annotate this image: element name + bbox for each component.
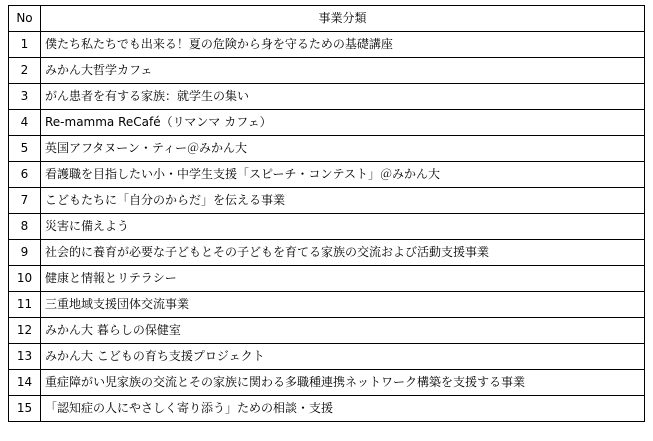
category-cell[interactable]: 重症障がい児家族の交流とその家族に関わる多職種連携ネットワーク構築を支援する事業 bbox=[41, 370, 645, 396]
row-number-cell[interactable]: 2 bbox=[9, 58, 41, 84]
category-cell[interactable]: 看護職を目指したい小・中学生支援「スピーチ・コンテスト」＠みかん大 bbox=[41, 162, 645, 188]
category-cell[interactable]: 三重地域支援団体交流事業 bbox=[41, 292, 645, 318]
table-row bbox=[9, 292, 645, 318]
category-cell[interactable]: 僕たち私たちでも出来る！夏の危険から身を守るための基礎講座 bbox=[41, 32, 645, 58]
spreadsheet-area bbox=[8, 5, 645, 422]
row-number-cell[interactable]: 14 bbox=[9, 370, 41, 396]
category-cell[interactable]: Re-mamma ReCafé（リマンマ カフェ） bbox=[41, 110, 645, 136]
row-number-cell[interactable]: 3 bbox=[9, 84, 41, 110]
category-cell[interactable]: みかん大 こどもの育ち支援プロジェクト bbox=[41, 344, 645, 370]
category-cell[interactable]: みかん大 暮らしの保健室 bbox=[41, 318, 645, 344]
table-row bbox=[9, 266, 645, 292]
row-number-cell[interactable]: 7 bbox=[9, 188, 41, 214]
category-cell[interactable]: こどもたちに「自分のからだ」を伝える事業 bbox=[41, 188, 645, 214]
category-cell[interactable]: 健康と情報とリテラシー bbox=[41, 266, 645, 292]
table-body bbox=[9, 32, 645, 422]
table-row bbox=[9, 58, 645, 84]
row-number-cell[interactable]: 12 bbox=[9, 318, 41, 344]
category-cell[interactable]: 災害に備えよう bbox=[41, 214, 645, 240]
table-row bbox=[9, 370, 645, 396]
table-row bbox=[9, 240, 645, 266]
category-cell[interactable]: 英国アフタヌーン・ティー＠みかん大 bbox=[41, 136, 645, 162]
category-cell[interactable]: みかん大哲学カフェ bbox=[41, 58, 645, 84]
header-row bbox=[9, 6, 645, 32]
table-row bbox=[9, 344, 645, 370]
row-number-cell[interactable]: 15 bbox=[9, 396, 41, 422]
table-row bbox=[9, 110, 645, 136]
table-row bbox=[9, 188, 645, 214]
table-row bbox=[9, 84, 645, 110]
row-number-cell[interactable]: 6 bbox=[9, 162, 41, 188]
project-category-table bbox=[8, 5, 645, 422]
no-column-header[interactable]: No bbox=[9, 6, 41, 32]
row-number-cell[interactable]: 9 bbox=[9, 240, 41, 266]
row-number-cell[interactable]: 5 bbox=[9, 136, 41, 162]
row-number-cell[interactable]: 8 bbox=[9, 214, 41, 240]
table-row bbox=[9, 162, 645, 188]
table-row bbox=[9, 136, 645, 162]
row-number-cell[interactable]: 10 bbox=[9, 266, 41, 292]
table-row bbox=[9, 32, 645, 58]
category-cell[interactable]: 社会的に養育が必要な子どもとその子どもを育てる家族の交流および活動支援事業 bbox=[41, 240, 645, 266]
row-number-cell[interactable]: 1 bbox=[9, 32, 41, 58]
table-row bbox=[9, 396, 645, 422]
row-number-cell[interactable]: 13 bbox=[9, 344, 41, 370]
table-row bbox=[9, 318, 645, 344]
category-column-header[interactable]: 事業分類 bbox=[41, 6, 645, 32]
category-cell[interactable]: 「認知症の人にやさしく寄り添う」ための相談・支援 bbox=[41, 396, 645, 422]
row-number-cell[interactable]: 11 bbox=[9, 292, 41, 318]
category-cell[interactable]: がん患者を有する家族：就学生の集い bbox=[41, 84, 645, 110]
row-number-cell[interactable]: 4 bbox=[9, 110, 41, 136]
table-row bbox=[9, 214, 645, 240]
